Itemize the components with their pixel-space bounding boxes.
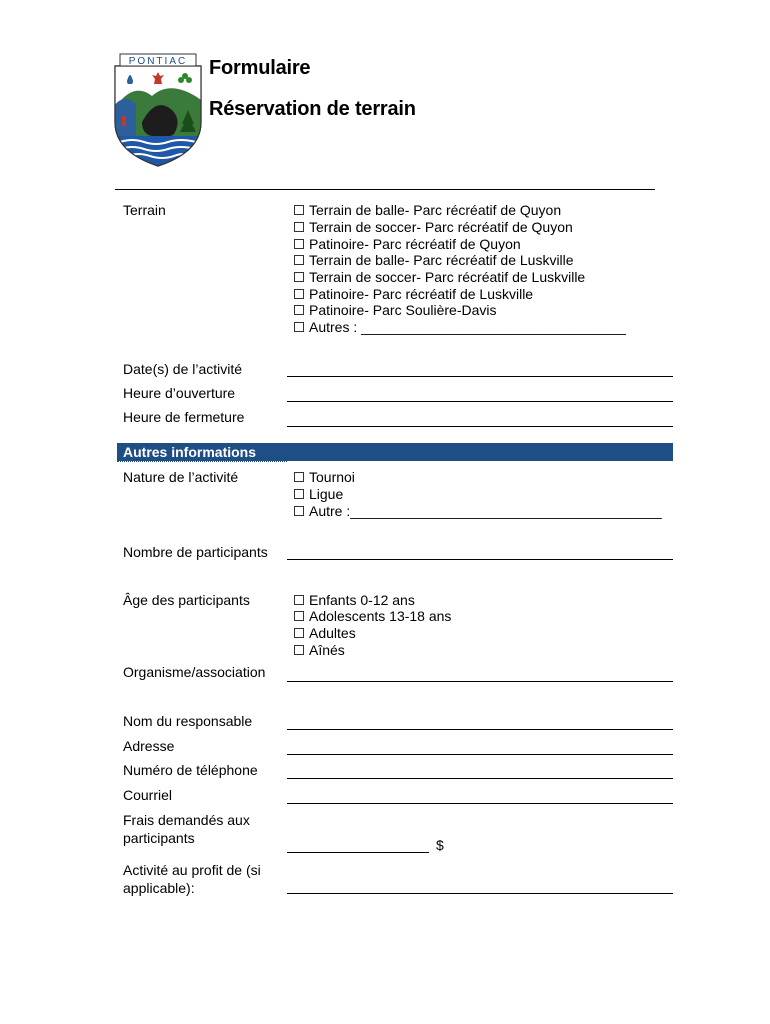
participants-label: Nombre de participants [123, 544, 268, 560]
frais-field[interactable] [287, 852, 429, 853]
frais-label: Frais demandés aux participants [123, 812, 250, 846]
age-option[interactable]: Adolescents 13-18 ans [294, 608, 451, 625]
checkbox-icon [294, 272, 304, 282]
terrain-option[interactable]: Terrain de balle- Parc récréatif de Luskville [294, 252, 574, 269]
section-title: Autres informations [123, 444, 257, 460]
currency-symbol: $ [436, 837, 444, 853]
checkbox-icon [294, 595, 304, 605]
terrain-option[interactable]: Terrain de soccer- Parc récréatif de Luskville [294, 269, 585, 286]
terrain-option[interactable]: Patinoire- Parc récréatif de Luskville [294, 286, 533, 303]
profit-label: Activité au profit de (si applicable): [123, 862, 261, 896]
responsable-label: Nom du responsable [123, 713, 253, 729]
terrain-option[interactable]: Patinoire- Parc récréatif de Quyon [294, 236, 521, 253]
organisme-label: Organisme/association [123, 664, 266, 680]
checkbox-icon [294, 239, 304, 249]
adresse-field[interactable] [287, 754, 673, 755]
checkbox-icon [294, 305, 304, 315]
checkbox-icon [294, 489, 304, 499]
terrain-label: Terrain [123, 202, 166, 218]
section-header [117, 443, 673, 461]
checkbox-icon [294, 255, 304, 265]
terrain-option[interactable]: Patinoire- Parc Soulière-Davis [294, 302, 497, 319]
terrain-option-autres[interactable]: Autres : __________________________________ [294, 319, 626, 336]
checkbox-icon [294, 628, 304, 638]
checkbox-icon [294, 506, 304, 516]
telephone-label: Numéro de téléphone [123, 762, 258, 778]
section-underline [117, 461, 287, 462]
close-time-field[interactable] [287, 426, 673, 427]
organisme-field[interactable] [287, 681, 673, 682]
age-label: Âge des participants [123, 592, 250, 608]
close-time-label: Heure de fermeture [123, 409, 245, 425]
courriel-field[interactable] [287, 803, 673, 804]
adresse-label: Adresse [123, 738, 175, 754]
courriel-label: Courriel [123, 787, 173, 803]
checkbox-icon [294, 322, 304, 332]
nature-label: Nature de l’activité [123, 469, 239, 485]
responsable-field[interactable] [287, 729, 673, 730]
nature-option-autre[interactable]: Autre :________________________________________ [294, 503, 662, 520]
pontiac-logo [112, 52, 204, 168]
dates-label: Date(s) de l’activité [123, 361, 243, 377]
open-time-field[interactable] [287, 401, 673, 402]
logo-text: PONTIAC [128, 56, 188, 67]
form-title: Formulaire [209, 57, 311, 79]
checkbox-icon [294, 289, 304, 299]
age-option[interactable]: Aînés [294, 642, 345, 659]
checkbox-icon [294, 611, 304, 621]
nature-option[interactable]: Tournoi [294, 469, 355, 486]
checkbox-icon [294, 645, 304, 655]
open-time-label: Heure d’ouverture [123, 385, 236, 401]
checkbox-icon [294, 222, 304, 232]
form-subtitle: Réservation de terrain [209, 98, 416, 120]
participants-field[interactable] [287, 559, 673, 560]
checkbox-icon [294, 205, 304, 215]
checkbox-icon [294, 472, 304, 482]
nature-option[interactable]: Ligue [294, 486, 343, 503]
age-option[interactable]: Adultes [294, 625, 356, 642]
dates-field[interactable] [287, 376, 673, 377]
terrain-option[interactable]: Terrain de balle- Parc récréatif de Quyon [294, 202, 561, 219]
age-option[interactable]: Enfants 0-12 ans [294, 592, 415, 609]
telephone-field[interactable] [287, 778, 673, 779]
profit-field[interactable] [287, 893, 673, 894]
header-rule [115, 189, 655, 190]
terrain-option[interactable]: Terrain de soccer- Parc récréatif de Quyon [294, 219, 573, 236]
